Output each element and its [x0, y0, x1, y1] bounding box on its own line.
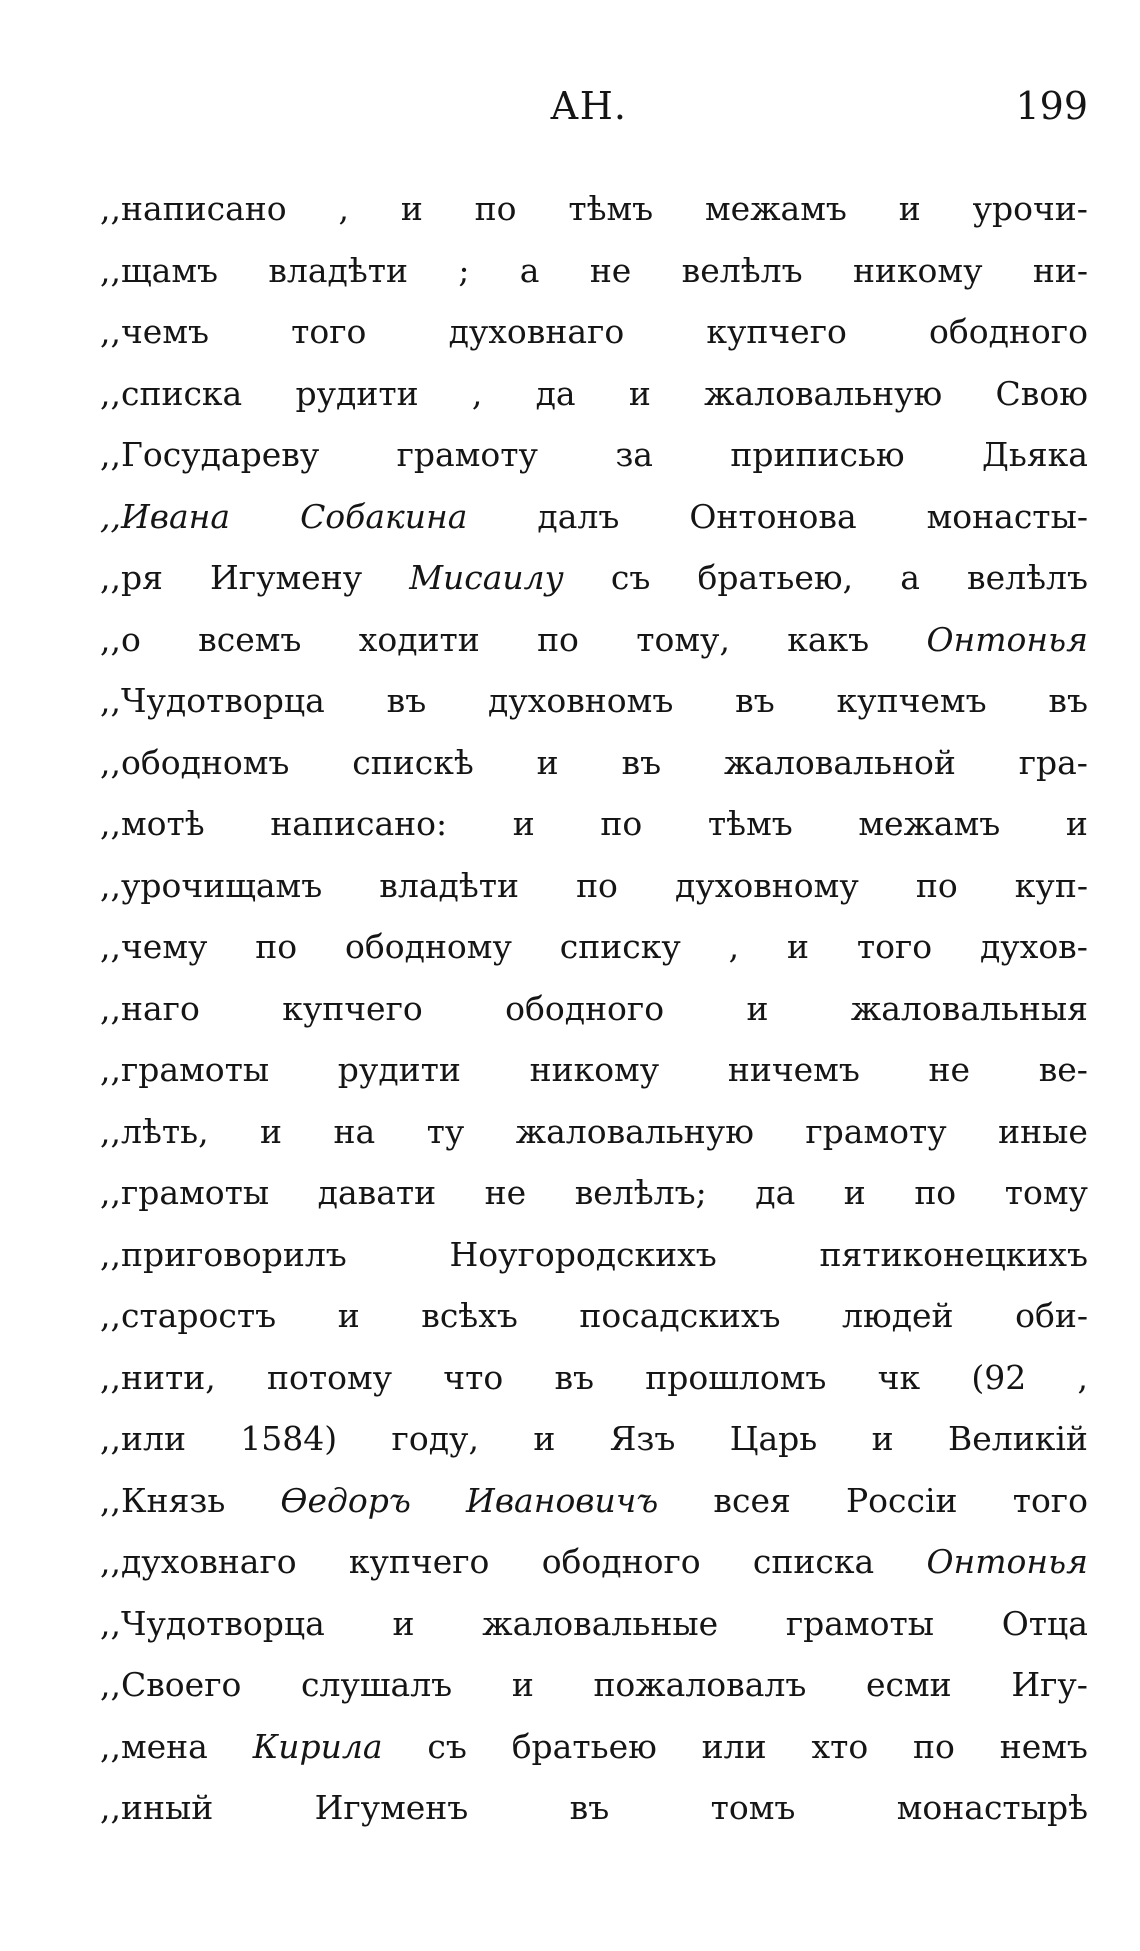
word: списку	[559, 927, 681, 966]
text-body	[100, 178, 1088, 1839]
word: духовному	[675, 865, 859, 905]
word: ,,грамоты	[100, 1050, 270, 1089]
word: по	[537, 619, 579, 659]
text-line	[100, 424, 1088, 486]
word: купчего	[282, 988, 423, 1028]
word: по	[914, 1173, 957, 1212]
word: въ	[569, 1788, 610, 1827]
word: ничемъ	[727, 1050, 860, 1089]
word: ,,старостъ	[100, 1296, 277, 1335]
word: Собакина	[300, 496, 468, 536]
word: всемъ	[198, 619, 302, 659]
word: тѣмъ	[707, 804, 793, 843]
word: ,,Государеву	[100, 435, 320, 474]
word: а	[519, 250, 540, 290]
word: ,	[338, 189, 349, 228]
word: ,,Князь	[100, 1480, 226, 1520]
word: того	[856, 927, 933, 966]
text-line	[100, 1470, 1088, 1532]
text-line	[100, 916, 1088, 978]
text-line	[100, 486, 1088, 548]
word: ,,или	[100, 1419, 186, 1458]
page-number: 199	[1015, 84, 1088, 128]
word: владѣти	[268, 250, 409, 290]
word: ,,списка	[100, 373, 243, 413]
word: ,,Своего	[100, 1665, 242, 1704]
word: Игу-	[1011, 1665, 1088, 1704]
word: грамоты	[785, 1603, 935, 1643]
text-line	[100, 1285, 1088, 1347]
running-head: АН.	[550, 84, 627, 128]
word: тому	[1004, 1173, 1088, 1212]
word: ,,наго	[100, 988, 200, 1028]
word: за	[615, 435, 653, 474]
word: Игумену	[210, 558, 363, 597]
word: иные	[998, 1111, 1088, 1151]
word: никому	[529, 1050, 660, 1089]
text-line	[100, 670, 1088, 732]
word: ,,ободномъ	[100, 742, 290, 782]
word: ободного	[929, 312, 1088, 351]
word: жаловальной	[723, 742, 956, 782]
word: томъ	[710, 1788, 796, 1827]
word: не	[589, 250, 632, 290]
word: купчего	[706, 312, 847, 351]
word: и	[746, 988, 769, 1028]
text-line	[100, 1224, 1088, 1286]
word: что	[443, 1357, 504, 1397]
word: хто	[811, 1726, 869, 1766]
text-line	[100, 1039, 1088, 1101]
word: жаловальную	[515, 1111, 754, 1151]
text-line	[100, 547, 1088, 609]
text-line	[100, 1531, 1088, 1593]
word: или	[701, 1726, 767, 1766]
word: ,,иный	[100, 1788, 214, 1827]
word: и	[511, 1665, 534, 1704]
word: и	[392, 1603, 415, 1643]
word: въ	[735, 681, 775, 720]
word: Язъ	[609, 1419, 676, 1458]
word: съ	[610, 558, 651, 597]
text-line	[100, 732, 1088, 794]
word: по	[576, 865, 618, 905]
word: по	[255, 927, 298, 966]
text-line	[100, 1162, 1088, 1224]
word: ,,мена	[100, 1726, 208, 1766]
word: ,,Чудотворца	[100, 1603, 325, 1643]
word: ,,лѣть,	[100, 1111, 209, 1151]
word: жаловальныя	[850, 988, 1088, 1028]
word: межамъ	[705, 189, 847, 228]
word: межамъ	[858, 804, 1001, 843]
word: списка	[752, 1542, 875, 1581]
word: да	[755, 1173, 796, 1212]
word: и	[536, 742, 559, 782]
word: урочи-	[972, 189, 1088, 228]
word: ни-	[1032, 250, 1088, 290]
word: никому	[852, 250, 983, 290]
word: далъ	[537, 496, 620, 536]
word: рудити	[295, 373, 419, 413]
word: въ	[554, 1357, 595, 1397]
word: не	[484, 1173, 527, 1212]
text-line	[100, 793, 1088, 855]
word: братьею,	[697, 558, 854, 597]
word: рудити	[337, 1050, 461, 1089]
word: чк	[877, 1357, 921, 1397]
word: ходити	[358, 619, 480, 659]
word: ,,чему	[100, 927, 208, 966]
text-line	[100, 855, 1088, 917]
word: и	[400, 189, 423, 228]
word: слушалъ	[301, 1665, 453, 1704]
word: ,,щамъ	[100, 250, 218, 290]
word: и	[898, 189, 921, 228]
word: ободного	[505, 988, 665, 1028]
word: и	[337, 1296, 360, 1335]
word: тѣмъ	[568, 189, 654, 228]
word: и	[533, 1419, 556, 1458]
word: жаловальную	[704, 373, 943, 413]
word: Онтонова	[689, 496, 857, 536]
word: ободному	[345, 927, 512, 966]
word: ,,мотѣ	[100, 804, 205, 843]
word: потому	[266, 1357, 393, 1397]
text-line	[100, 1777, 1088, 1839]
word: духовнаго	[448, 312, 625, 351]
word: Великій	[948, 1419, 1088, 1458]
word: ;	[458, 250, 470, 290]
word: въ	[1048, 681, 1088, 720]
word: и	[260, 1111, 283, 1151]
word: году,	[391, 1419, 479, 1458]
text-line	[100, 1654, 1088, 1716]
word: пятиконецкихъ	[819, 1234, 1088, 1274]
word: и	[512, 804, 535, 843]
word: (92	[971, 1357, 1027, 1397]
word: 1584)	[240, 1419, 338, 1458]
word: да	[535, 373, 576, 413]
word: духов-	[979, 927, 1088, 966]
word: Ноугородскихъ	[449, 1234, 717, 1274]
word: ,,написано	[100, 189, 287, 228]
text-line	[100, 978, 1088, 1040]
word: въ	[621, 742, 662, 782]
word: Игуменъ	[314, 1788, 469, 1827]
word: велѣлъ	[967, 558, 1088, 597]
word: а	[900, 558, 920, 597]
word: съ	[427, 1726, 467, 1766]
word: купчемъ	[836, 681, 987, 720]
text-line	[100, 240, 1088, 302]
word: на	[333, 1111, 376, 1151]
word: Ѳедоръ	[280, 1480, 411, 1520]
word: велѣлъ;	[574, 1173, 707, 1212]
word: купчего	[348, 1542, 490, 1581]
word: владѣти	[379, 865, 519, 905]
word: ,	[1077, 1357, 1088, 1397]
word: пожаловалъ	[593, 1665, 807, 1704]
word: всея	[713, 1480, 791, 1520]
word: Отца	[1001, 1603, 1088, 1643]
word: ,,ря	[100, 558, 163, 597]
word: Мисаилу	[409, 558, 564, 597]
word: давати	[317, 1173, 437, 1212]
word: грамоту	[805, 1111, 947, 1151]
word: ту	[426, 1111, 465, 1151]
word: Онтонья	[926, 1542, 1088, 1581]
word: и	[871, 1419, 894, 1458]
word: куп-	[1014, 865, 1088, 905]
text-line	[100, 1347, 1088, 1409]
word: того	[1012, 1480, 1088, 1520]
word: оби-	[1015, 1296, 1088, 1335]
text-line	[100, 609, 1088, 671]
word: и	[1065, 804, 1088, 843]
word: ,,приговорилъ	[100, 1234, 347, 1274]
word: по	[913, 1726, 955, 1766]
word: монасты-	[926, 496, 1088, 536]
word: монастырѣ	[896, 1788, 1088, 1827]
word: написано:	[270, 804, 448, 843]
word: и	[628, 373, 651, 413]
page-header	[100, 78, 1088, 134]
word: Дьяка	[982, 435, 1088, 474]
word: ,	[471, 373, 483, 413]
word: въ	[386, 681, 427, 720]
word: Свою	[995, 373, 1088, 413]
word: Россіи	[845, 1480, 958, 1520]
word: ,,грамоты	[100, 1173, 270, 1212]
word: духовномъ	[488, 681, 674, 720]
word: ,,урочищамъ	[100, 865, 323, 905]
word: ,,духовнаго	[100, 1542, 297, 1581]
text-line	[100, 178, 1088, 240]
word: какъ	[787, 619, 870, 659]
word: есми	[866, 1665, 952, 1704]
text-line	[100, 1716, 1088, 1778]
text-line	[100, 1408, 1088, 1470]
word: ,,чемъ	[100, 312, 209, 351]
word: грамоту	[396, 435, 538, 474]
word: ,,Чудотворца	[100, 681, 325, 720]
word: посадскихъ	[579, 1296, 781, 1335]
word: немъ	[999, 1726, 1088, 1766]
word: ве-	[1038, 1050, 1088, 1089]
word: спискѣ	[352, 742, 474, 782]
word: приписью	[730, 435, 905, 474]
text-line	[100, 1101, 1088, 1163]
word: того	[291, 312, 367, 351]
word: всѣхъ	[421, 1296, 518, 1335]
word: Царь	[729, 1419, 818, 1458]
word: ,,о	[100, 619, 141, 659]
word: по	[474, 189, 517, 228]
text-line	[100, 1593, 1088, 1655]
word: Кирила	[252, 1726, 383, 1766]
word: ,,Ивана	[100, 496, 231, 536]
word: прошломъ	[645, 1357, 827, 1397]
word: и	[843, 1173, 866, 1212]
word: Ивановичъ	[466, 1480, 659, 1520]
word: не	[928, 1050, 971, 1089]
word: братьею	[511, 1726, 657, 1766]
word: ,,нити,	[100, 1357, 216, 1397]
word: по	[600, 804, 643, 843]
word: людей	[842, 1296, 954, 1335]
word: тому,	[636, 619, 730, 659]
word: велѣлъ	[681, 250, 803, 290]
word: гра-	[1018, 742, 1088, 782]
word: ободного	[541, 1542, 701, 1581]
word: и	[786, 927, 809, 966]
word: ,	[728, 927, 740, 966]
word: Онтонья	[926, 619, 1088, 659]
word: по	[915, 865, 958, 905]
text-line	[100, 301, 1088, 363]
text-line	[100, 363, 1088, 425]
word: жаловальные	[482, 1603, 719, 1643]
